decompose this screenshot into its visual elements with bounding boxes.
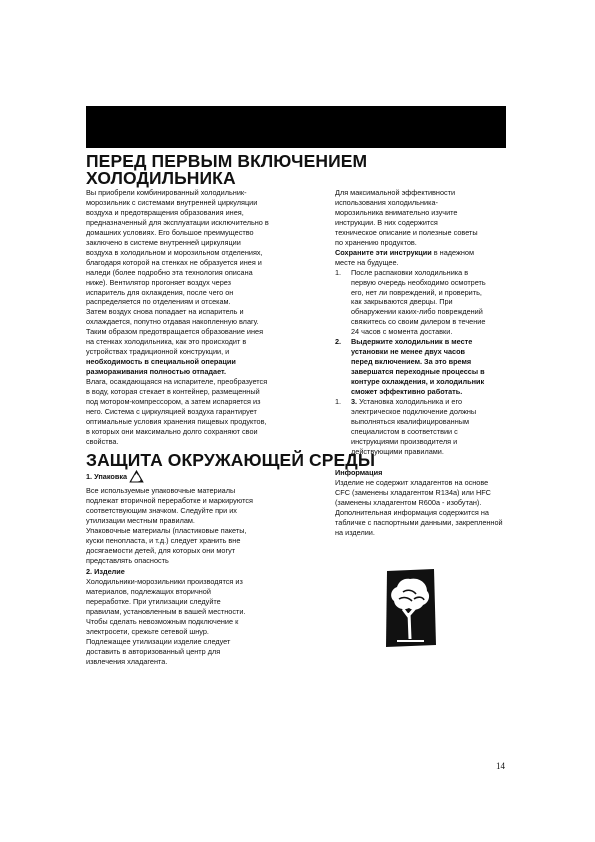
text-line: Холодильники-морозильники производятся из bbox=[86, 576, 243, 586]
bold-text-line: необходимость в специальной операции bbox=[86, 357, 236, 367]
keep-instructions-line bbox=[335, 248, 510, 258]
recycle-icon bbox=[129, 470, 144, 486]
text-line: воздуха и предотвращения образования инея, bbox=[86, 207, 244, 217]
page-number: 14 bbox=[496, 761, 505, 771]
text-line: 24 часов с момента доставки. bbox=[351, 327, 453, 337]
text-line: воздуха в холодильном и морозильном отделениях, bbox=[86, 247, 263, 257]
text-line: ниже). Вентилятор прогоняет воздух через bbox=[86, 277, 232, 287]
text-line: морозильника внимательно изучите bbox=[335, 207, 458, 217]
text-line: табличке с паспортными данными, закрепленной bbox=[335, 517, 503, 527]
text-line: как закрываются дверцы. При bbox=[351, 297, 453, 307]
text-line: (заменены хладагентом R600a - изобутан). bbox=[335, 497, 482, 507]
text-line: утилизации местным правилам. bbox=[86, 515, 195, 525]
text-line: предназначенный для эксплуатации исключительно в bbox=[86, 217, 269, 227]
text-line: оптимальные условия хранения пищевых продуктов, bbox=[86, 416, 267, 426]
text-line: Выдержите холодильник в месте bbox=[351, 337, 473, 347]
text-line: морозильник с системами внутренней циркуляции bbox=[86, 197, 258, 207]
intro-left-column bbox=[86, 188, 328, 447]
text-line: в которых они максимально долго сохраняют свои bbox=[86, 426, 258, 436]
text-line: переработке. При утилизации следуйте bbox=[86, 596, 221, 606]
text-line: завершатся переходные процессы в bbox=[351, 367, 485, 377]
text-line: выполняться квалифицированным bbox=[351, 416, 469, 426]
keep-instructions-bold: Сохраните эти инструкции bbox=[335, 247, 432, 257]
text-line: Для максимальной эффективности bbox=[335, 188, 456, 197]
text-line: Таким образом предотвращается образование инея bbox=[86, 327, 264, 337]
text-line: свойства. bbox=[86, 436, 119, 446]
text-line: в воду, которая стекает в контейнер, размещенный bbox=[86, 387, 260, 397]
text-line: охлаждается, попутно отдавая накопленную влагу. bbox=[86, 317, 259, 327]
text-line: на изделии. bbox=[335, 527, 375, 537]
text-line: соответствующим значком. Следуйте при их bbox=[86, 505, 237, 515]
text-line: по хранению продуктов. bbox=[335, 237, 417, 247]
text-line: домашних условиях. Его большое преимущество bbox=[86, 227, 254, 237]
text-line: благодаря которой на стенках не образуется инея и bbox=[86, 257, 262, 267]
list-number: 1. bbox=[335, 397, 342, 407]
text-line: специалистом в соответствии с bbox=[351, 426, 458, 436]
text-line: доставить в авторизованный центр для bbox=[86, 646, 221, 656]
text-line: действующими правилами. bbox=[351, 446, 444, 456]
product-block bbox=[86, 567, 328, 667]
text-line: инструкции. В них содержится bbox=[335, 217, 438, 227]
text-span: Установка холодильника и его bbox=[357, 397, 462, 407]
text-line: испаритель для охлаждения, после чего он bbox=[86, 287, 234, 297]
information-block bbox=[335, 468, 510, 538]
bold-text-line: размораживания полностью отпадает. bbox=[86, 367, 226, 377]
text-line: техническое описание и полезные советы bbox=[335, 227, 478, 237]
text-line: установки не менее двух часов bbox=[351, 347, 466, 357]
text-line: распределяется по отделениям и отсекам. bbox=[86, 297, 231, 307]
list-number: 2. bbox=[335, 337, 342, 347]
section-title-line2: ХОЛОДИЛЬНИКА bbox=[86, 168, 236, 188]
text-line: инструкциями производителя и bbox=[351, 436, 458, 446]
section-title-line1: ПЕРЕД ПЕРВЫМ ВКЛЮЧЕНИЕМ bbox=[86, 151, 368, 171]
list-lead-number: 3. bbox=[351, 397, 358, 407]
information-heading: Информация bbox=[335, 468, 383, 477]
text-line: После распаковки холодильника в bbox=[351, 267, 469, 277]
text-line: перед включением. За это время bbox=[351, 357, 472, 367]
environment-left-column bbox=[86, 470, 328, 566]
intro-right-column bbox=[335, 188, 510, 457]
text-line: Изделие не содержит хладагентов на основе bbox=[335, 477, 489, 487]
text-line: Все используемые упаковочные материалы bbox=[86, 485, 236, 495]
list-item bbox=[335, 268, 510, 338]
packaging-heading-line bbox=[86, 470, 328, 486]
text-line: первую очередь необходимо осмотреть bbox=[351, 277, 486, 287]
text-line: заключено в системе внутренней циркуляции bbox=[86, 237, 241, 247]
list-item bbox=[335, 397, 510, 457]
text-line: Подлежащее утилизации изделие следует bbox=[86, 636, 231, 646]
text-line: Вы приобрели комбинированный холодильник- bbox=[86, 188, 247, 197]
text-line: CFC (заменены хладагентом R134a) или HFC bbox=[335, 487, 491, 497]
product-heading: 2. Изделие bbox=[86, 567, 125, 576]
text-line: электросети, срежьте сетевой шнур. bbox=[86, 626, 209, 636]
text-line: его, нет ли повреждений, и проверить, bbox=[351, 287, 482, 297]
header-bar bbox=[86, 106, 506, 148]
text-line: Чтобы сделать невозможным подключение к bbox=[86, 616, 239, 626]
text-line: Затем воздух снова попадает на испаритель и bbox=[86, 307, 244, 317]
text-line: подлежат вторичной переработке и маркируются bbox=[86, 495, 253, 505]
text-line: месте на будущее. bbox=[335, 257, 399, 267]
text-line: свяжитесь со своим дилером в течение bbox=[351, 317, 486, 327]
list-item bbox=[335, 337, 510, 397]
tree-logo-icon bbox=[383, 565, 438, 649]
text-line: досягаемости детей, для которых они могут bbox=[86, 545, 236, 555]
text-line: устройствах традиционной конструкции, и bbox=[86, 347, 230, 357]
text-line: под мотором-компрессором, а затем испаряется из bbox=[86, 397, 261, 407]
text-line: Влага, осаждающаяся на испарителе, преобразуется bbox=[86, 377, 268, 387]
packaging-heading: 1. Упаковка bbox=[86, 472, 128, 481]
text-line: Упаковочные материалы (пластиковые пакеты, bbox=[86, 525, 247, 535]
text-line: использования холодильника- bbox=[335, 197, 438, 207]
text-line: электрическое подключение должны bbox=[351, 406, 477, 416]
text-line: правилам, установленным в вашей местности. bbox=[86, 606, 246, 616]
text-line: представлять опасность bbox=[86, 555, 169, 565]
text-line: на стенках холодильника, как это происходит в bbox=[86, 337, 247, 347]
text-line: куски пенопласта, и т.д.) следует хранить вне bbox=[86, 535, 241, 545]
text-line: Дополнительная информация содержится на bbox=[335, 507, 489, 517]
text-line: обнаружении каких-либо повреждений bbox=[351, 307, 483, 317]
keep-instructions-rest: в надежном bbox=[431, 247, 474, 257]
text-line: контуре охлаждения, и холодильник bbox=[351, 377, 485, 387]
text-line: наледи (более подробно эта технология описана bbox=[86, 267, 253, 277]
text-line: материалов, подлежащих вторичной bbox=[86, 586, 211, 596]
text-line: сможет эффективно работать. bbox=[351, 387, 463, 397]
text-line bbox=[351, 397, 510, 407]
text-line: него. Система с циркуляцией воздуха гарантирует bbox=[86, 406, 257, 416]
text-line: извлечения хладагента. bbox=[86, 656, 168, 666]
environment-section-title: ЗАЩИТА ОКРУЖАЮЩЕЙ СРЕДЫ bbox=[86, 450, 376, 470]
list-number: 1. bbox=[335, 267, 342, 277]
